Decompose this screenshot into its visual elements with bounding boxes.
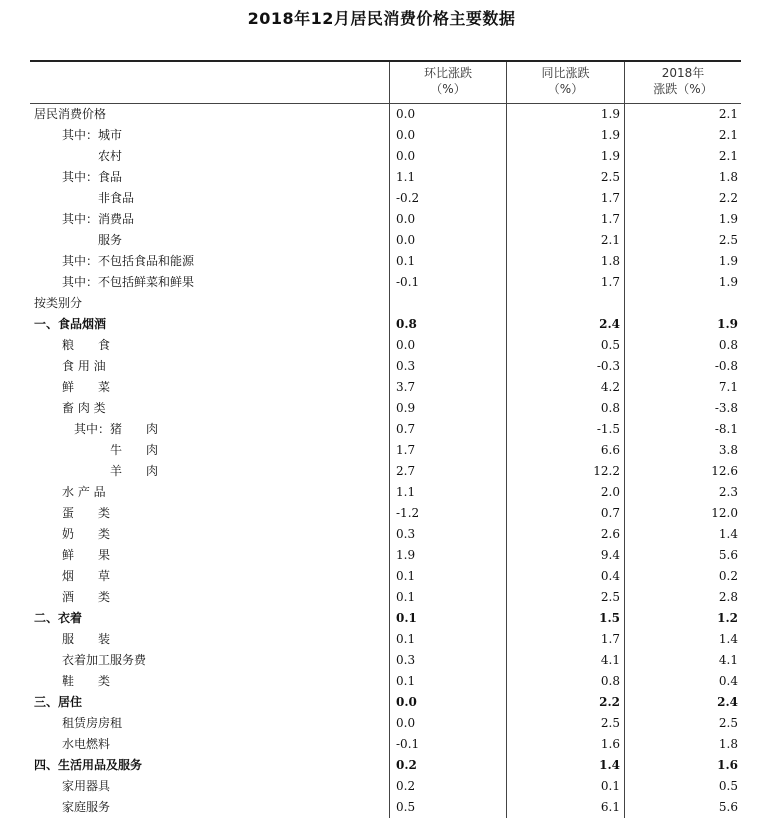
mom-value: 0.1: [396, 569, 416, 583]
row-label: 水电燃料: [62, 737, 111, 751]
row-label: 酒 类: [62, 590, 111, 604]
year-value: 1.9: [718, 275, 738, 289]
yoy-value: 2.0: [600, 485, 620, 499]
year-value: 2.5: [718, 233, 738, 247]
table-row: [30, 272, 741, 293]
mom-value: 0.1: [396, 611, 417, 625]
table-row: [30, 524, 741, 545]
row-label: 其中：不包括鲜菜和鲜果: [62, 275, 195, 289]
row-label: 非食品: [98, 191, 135, 205]
row-label: 二、衣着: [34, 611, 83, 625]
mom-value: 0.5: [396, 800, 416, 814]
row-label: 农村: [98, 149, 123, 163]
header-mom-line2: （%）: [430, 82, 466, 96]
year-value: 2.1: [718, 128, 738, 142]
yoy-value: 1.9: [600, 107, 620, 121]
table-row: [30, 314, 741, 335]
row-label: 租赁房房租: [62, 716, 123, 730]
mom-value: 0.3: [396, 359, 416, 373]
yoy-value: 1.8: [600, 254, 620, 268]
year-value: 2.3: [718, 485, 738, 499]
yoy-value: 1.7: [600, 191, 620, 205]
table-row: [30, 713, 741, 734]
header-yoy: [507, 65, 624, 97]
row-label: 羊 肉: [110, 464, 159, 478]
row-label: 畜 肉 类: [62, 401, 106, 415]
table-row: [30, 776, 741, 797]
yoy-value: 1.6: [600, 737, 620, 751]
mom-value: 0.3: [396, 527, 416, 541]
row-label: 其中：城市: [62, 128, 123, 142]
yoy-value: 2.6: [600, 527, 620, 541]
mom-value: 3.7: [396, 380, 416, 394]
row-label: 家用器具: [62, 779, 111, 793]
row-label: 其中：消费品: [62, 212, 135, 226]
mom-value: 0.1: [396, 632, 416, 646]
yoy-value: 6.6: [600, 443, 620, 457]
table-row: [30, 566, 741, 587]
page-title: 2018年12月居民消费价格主要数据: [247, 9, 516, 28]
header-yoy-line2: （%）: [547, 82, 584, 96]
row-label: 其中：猪 肉: [74, 422, 159, 436]
header-mom: [390, 65, 506, 97]
table-row: [30, 419, 741, 440]
table-row: [30, 503, 741, 524]
table-row: [30, 482, 741, 503]
cpi-table: [30, 60, 741, 818]
year-value: 12.6: [711, 464, 738, 478]
yoy-value: 4.1: [600, 653, 620, 667]
yoy-value: 1.7: [600, 212, 620, 226]
mom-value: -0.1: [396, 737, 420, 751]
row-label: 牛 肉: [110, 443, 159, 457]
year-value: 1.9: [718, 212, 738, 226]
yoy-value: 6.1: [600, 800, 620, 814]
mom-value: 0.0: [396, 338, 416, 352]
yoy-value: 0.8: [600, 401, 620, 415]
table-row: [30, 335, 741, 356]
year-value: 0.2: [718, 569, 738, 583]
year-value: 1.4: [718, 527, 738, 541]
row-label: 一、食品烟酒: [34, 317, 107, 331]
year-value: 5.6: [718, 800, 738, 814]
yoy-value: 1.7: [600, 632, 620, 646]
table-row: [30, 398, 741, 419]
table-row: [30, 293, 741, 314]
yoy-value: 12.2: [593, 464, 620, 478]
table-row: [30, 188, 741, 209]
year-value: 7.1: [718, 380, 738, 394]
yoy-value: 0.1: [600, 779, 620, 793]
year-value: -3.8: [714, 401, 738, 415]
row-label: 奶 类: [62, 527, 111, 541]
table-row: [30, 356, 741, 377]
mom-value: 0.1: [396, 674, 416, 688]
table-row: [30, 671, 741, 692]
year-value: 2.4: [717, 695, 738, 709]
year-value: 2.8: [718, 590, 738, 604]
year-value: 12.0: [711, 506, 738, 520]
mom-value: 0.0: [396, 233, 416, 247]
yoy-value: 0.4: [600, 569, 620, 583]
mom-value: 1.9: [396, 548, 416, 562]
year-value: 0.8: [718, 338, 738, 352]
yoy-value: 4.2: [600, 380, 620, 394]
table-row: [30, 209, 741, 230]
mom-value: -0.1: [396, 275, 420, 289]
year-value: 1.6: [717, 758, 738, 772]
table-row: [30, 146, 741, 167]
yoy-value: 1.5: [599, 611, 620, 625]
table-row: [30, 377, 741, 398]
mom-value: 0.0: [396, 212, 416, 226]
year-value: 2.2: [718, 191, 738, 205]
mom-value: 0.0: [396, 149, 416, 163]
yoy-value: 0.5: [600, 338, 620, 352]
header-yoy-line1: 同比涨跌: [541, 66, 590, 80]
row-label: 鞋 类: [62, 674, 111, 688]
row-label: 家庭服务: [62, 800, 111, 814]
row-label: 四、生活用品及服务: [34, 758, 143, 772]
yoy-value: 2.5: [600, 716, 620, 730]
row-label: 食 用 油: [62, 359, 106, 373]
year-value: 2.1: [718, 107, 738, 121]
row-label: 其中：食品: [62, 170, 123, 184]
mom-value: 0.1: [396, 254, 416, 268]
year-value: 1.8: [718, 170, 738, 184]
yoy-value: 0.8: [600, 674, 620, 688]
row-label: 三、居住: [34, 695, 83, 709]
mom-value: 0.3: [396, 653, 416, 667]
mom-value: 0.7: [396, 422, 416, 436]
table-row: [30, 587, 741, 608]
mom-value: 2.7: [396, 464, 416, 478]
mom-value: 0.2: [396, 779, 416, 793]
yoy-value: 2.5: [600, 590, 620, 604]
table-row: [30, 125, 741, 146]
table-row: [30, 608, 741, 629]
mom-value: 1.1: [396, 485, 416, 499]
row-label: 衣着加工服务费: [62, 653, 147, 667]
mom-value: 0.9: [396, 401, 416, 415]
yoy-value: 2.5: [600, 170, 620, 184]
header-year: [625, 65, 741, 97]
yoy-value: 2.1: [600, 233, 620, 247]
yoy-value: -1.5: [596, 422, 620, 436]
year-value: 2.1: [718, 149, 738, 163]
yoy-value: 1.9: [600, 149, 620, 163]
table-row: [30, 545, 741, 566]
table-body: [30, 104, 741, 818]
table-row: [30, 650, 741, 671]
mom-value: 0.0: [396, 107, 416, 121]
yoy-value: 2.2: [599, 695, 620, 709]
yoy-value: 2.4: [599, 317, 620, 331]
yoy-value: -0.3: [596, 359, 620, 373]
row-label: 服 装: [62, 632, 111, 646]
table-header: [30, 62, 741, 104]
row-label: 水 产 品: [62, 485, 106, 499]
table-row: [30, 755, 741, 776]
row-label: 居民消费价格: [34, 107, 107, 121]
year-value: 3.8: [718, 443, 738, 457]
mom-value: 1.1: [396, 170, 416, 184]
year-value: 1.8: [718, 737, 738, 751]
header-year-line2: 涨跌（%）: [653, 82, 713, 96]
year-value: 1.4: [718, 632, 738, 646]
row-label: 蛋 类: [62, 506, 111, 520]
yoy-value: 0.7: [600, 506, 620, 520]
row-label: 按类别分: [34, 296, 83, 310]
year-value: 0.4: [718, 674, 738, 688]
table-row: [30, 440, 741, 461]
table-row: [30, 629, 741, 650]
table-row: [30, 692, 741, 713]
row-label: 鲜 菜: [62, 380, 111, 394]
header-mom-line1: 环比涨跌: [423, 66, 472, 80]
row-label: 鲜 果: [62, 548, 111, 562]
table-row: [30, 251, 741, 272]
mom-value: 1.7: [396, 443, 416, 457]
year-value: 1.2: [717, 611, 738, 625]
year-value: -0.8: [714, 359, 738, 373]
year-value: 1.9: [717, 317, 738, 331]
table-row: [30, 734, 741, 755]
mom-value: 0.1: [396, 590, 416, 604]
table-row: [30, 461, 741, 482]
year-value: 2.5: [718, 716, 738, 730]
year-value: -8.1: [714, 422, 738, 436]
yoy-value: 1.7: [600, 275, 620, 289]
row-label: 服务: [98, 233, 123, 247]
mom-value: -1.2: [396, 506, 420, 520]
header-year-line1: 2018年: [661, 66, 705, 80]
row-label: 粮 食: [62, 338, 111, 352]
yoy-value: 1.4: [599, 758, 620, 772]
table-row: [30, 167, 741, 188]
year-value: 4.1: [718, 653, 738, 667]
year-value: 0.5: [718, 779, 738, 793]
year-value: 1.9: [718, 254, 738, 268]
mom-value: 0.0: [396, 716, 416, 730]
table-row: [30, 104, 741, 125]
year-value: 5.6: [718, 548, 738, 562]
mom-value: 0.0: [396, 695, 417, 709]
yoy-value: 9.4: [600, 548, 620, 562]
row-label: 烟 草: [62, 569, 111, 583]
yoy-value: 1.9: [600, 128, 620, 142]
mom-value: 0.0: [396, 128, 416, 142]
mom-value: 0.2: [396, 758, 417, 772]
mom-value: -0.2: [396, 191, 420, 205]
row-label: 其中：不包括食品和能源: [62, 254, 195, 268]
mom-value: 0.8: [396, 317, 417, 331]
table-row: [30, 230, 741, 251]
